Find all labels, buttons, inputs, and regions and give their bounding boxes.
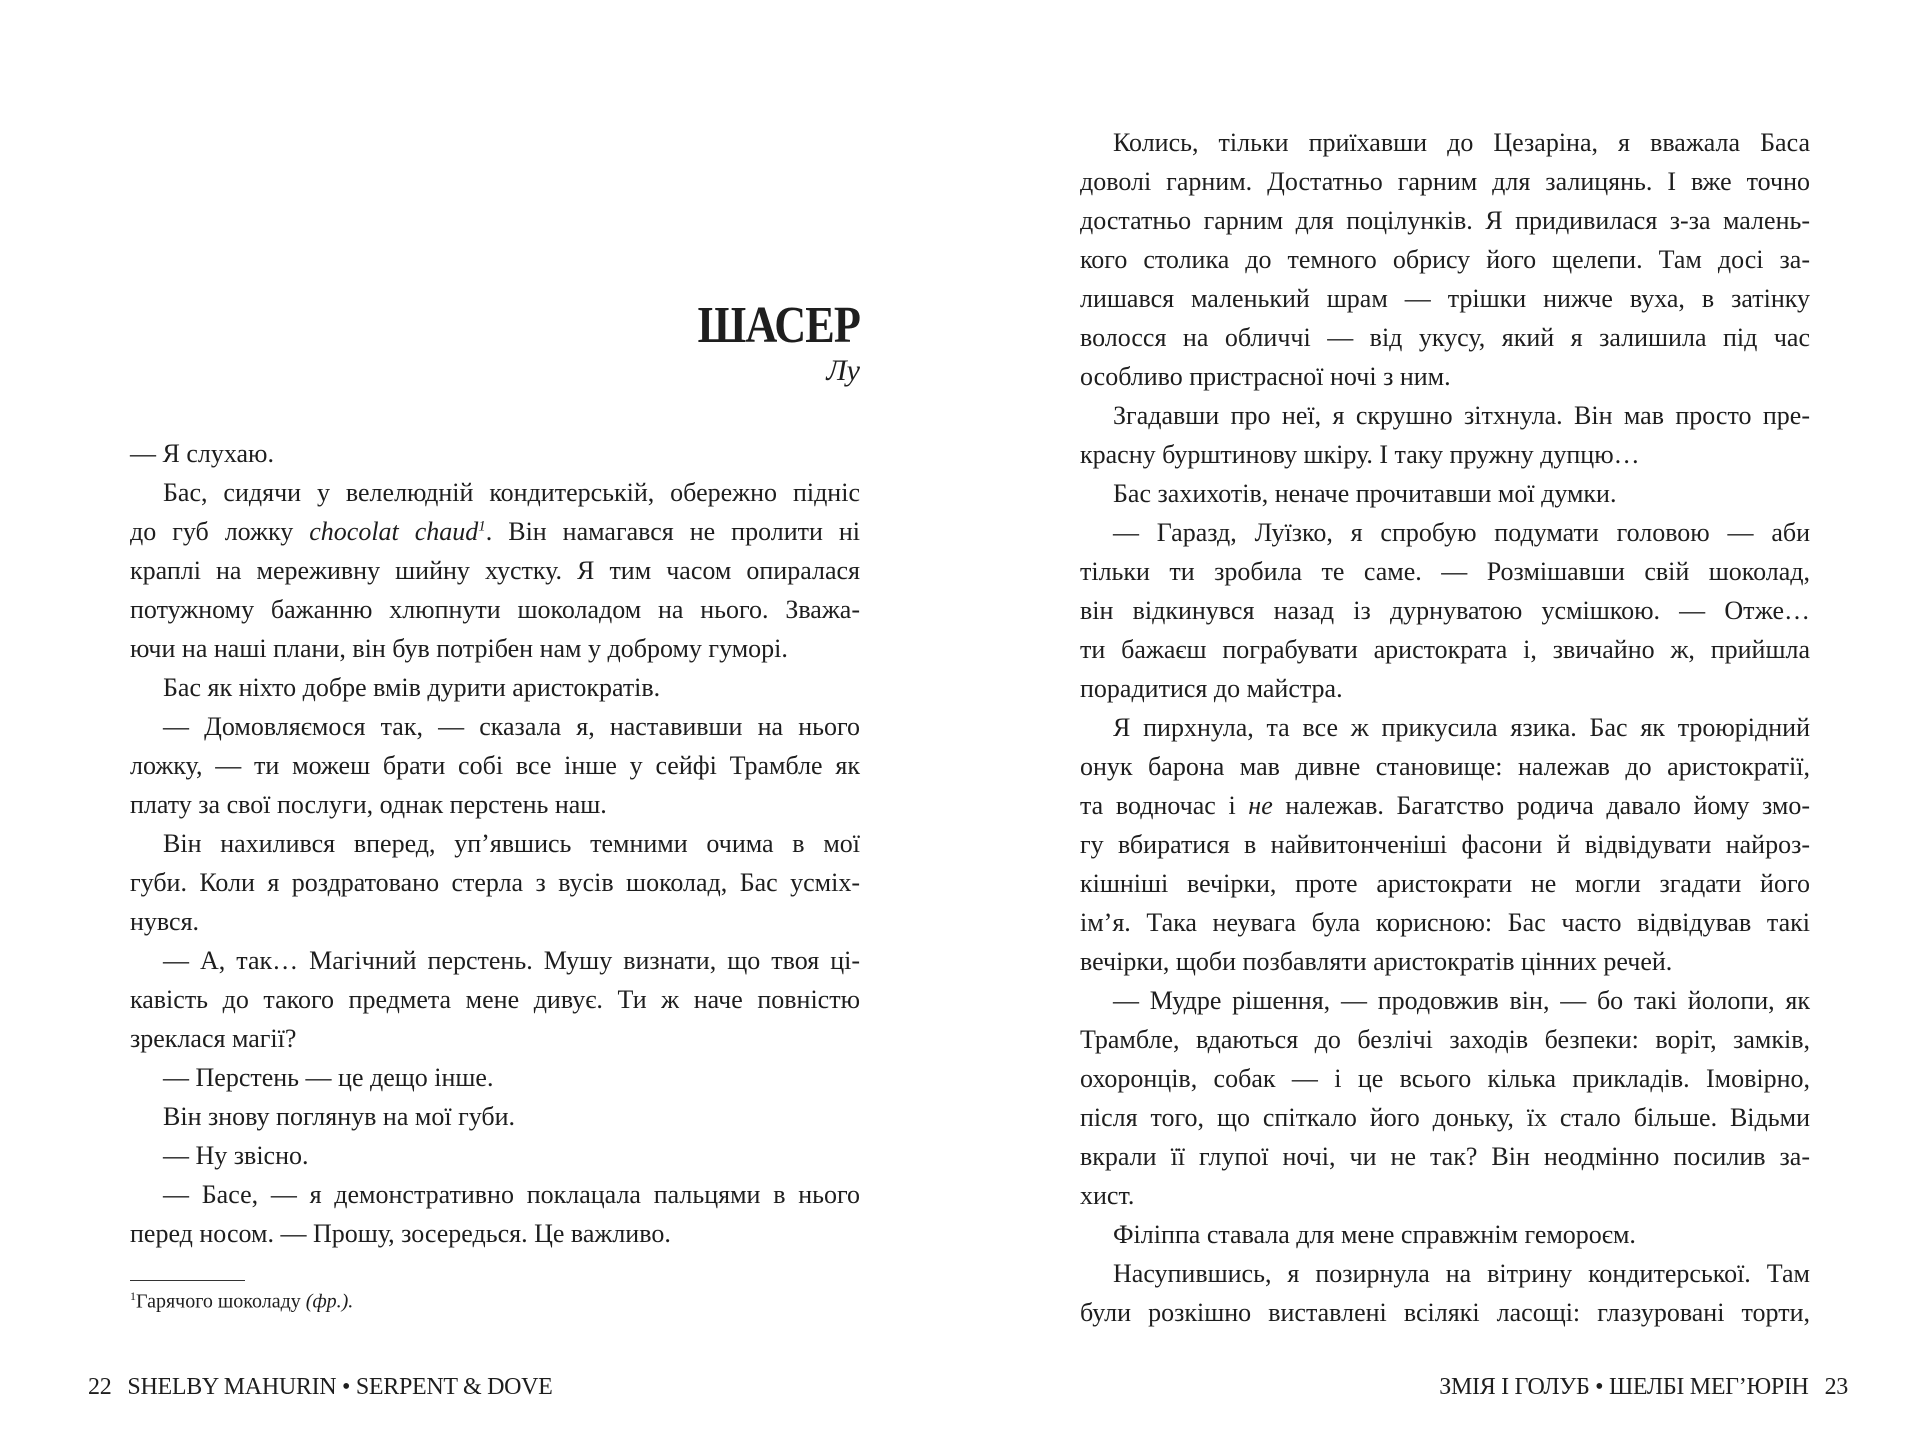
footnote-text: Гарячого шоколаду [136, 1290, 306, 1313]
text-line: тільки ти зробила те саме. — Розмішавши свій шоколад, [1080, 557, 1810, 586]
paragraph [130, 824, 860, 941]
text-line: плату за свої послуги, однак перстень наш. [130, 790, 607, 819]
text-line: красну бурштинову шкіру. І таку пружну дупцю… [1080, 440, 1640, 469]
text-line: краплі на мереживну шийну хустку. Я тим часом опиралася [130, 556, 860, 585]
text-line: Я пирхнула, та все ж прикусила язика. Бас як троюрідний [1113, 713, 1810, 742]
text-line: волосся на обличчі — від укусу, який я залишила під час [1080, 323, 1810, 352]
text-line: ложку, — ти можеш брати собі все інше у сейфі Трамбле як [130, 751, 860, 780]
paragraph [1080, 981, 1810, 1215]
text-line: достатньо гарним для поцілунків. Я придивилася з-за малень- [1080, 206, 1810, 235]
text-line [130, 512, 860, 551]
text-line: ти бажаєш пограбувати аристократа і, звичайно ж, прийшла [1080, 635, 1810, 664]
paragraph [130, 1058, 860, 1097]
text-line: — Перстень — це дещо інше. [163, 1063, 494, 1092]
text-line: — Ну звісно. [163, 1141, 309, 1170]
text-line: перед носом. — Прошу, зосередься. Це важливо. [130, 1219, 671, 1248]
text-line: губи. Коли я роздратовано стерла з вусів шоколад, Бас усміх- [130, 868, 860, 897]
paragraph [130, 1097, 860, 1136]
text-line: гу вбиратися в найвитонченіші фасони й відвідувати найроз- [1080, 830, 1810, 859]
text-line: він відкинувся назад із дурнуватою усмішкою. — Отже… [1080, 596, 1810, 625]
paragraph [130, 1175, 860, 1253]
text-line: — Мудре рішення, — продовжив він, — бо такі йолопи, як [1113, 986, 1810, 1015]
text-line: — А, так… Магічний перстень. Мушу визнати, що твоя ці- [163, 946, 860, 975]
text-line: порадитися до майстра. [1080, 674, 1343, 703]
text-line: кавість до такого предмета мене дивує. Ти ж наче повністю [130, 985, 860, 1014]
italic-text: chocolat chaud [309, 517, 479, 546]
right-footer [1423, 1374, 1848, 1401]
text-line: Філіппа ставала для мене справжнім гемороєм. [1113, 1220, 1636, 1249]
text-line: Колись, тільки приїхавши до Цезаріна, я вважала Баса [1113, 128, 1810, 157]
paragraph [1080, 396, 1810, 474]
paragraph [130, 941, 860, 1058]
paragraph [1080, 708, 1810, 981]
text-segment: належав. Багатство родича давало йому змо- [1272, 791, 1810, 820]
right-body-text [1080, 123, 1810, 1332]
text-line: хист. [1080, 1181, 1135, 1210]
text-line: доволі гарним. Достатньо гарним для залицянь. І вже точно [1080, 167, 1810, 196]
text-line: Насупившись, я позирнула на вітрину кондитерської. Там [1113, 1259, 1810, 1288]
text-line: охоронців, собак — і це всього кілька прикладів. Імовірно, [1080, 1064, 1810, 1093]
paragraph [1080, 123, 1810, 396]
footnote [130, 1289, 353, 1314]
running-head: SHELBY MAHURIN • SERPENT & DOVE [127, 1374, 553, 1400]
text-line: лишався маленький шрам — трішки нижче вуха, в затінку [1080, 284, 1810, 313]
text-line: Трамбле, вдаються до безлічі заходів безпеки: воріт, замків, [1080, 1025, 1810, 1054]
text-line: Він знову поглянув на мої губи. [163, 1102, 516, 1131]
text-line: особливо пристрасної ночі з ним. [1080, 362, 1451, 391]
paragraph [130, 668, 860, 707]
text-line: Він нахилився вперед, уп’явшись темними очима в мої [163, 829, 860, 858]
text-line: потужному бажанню хлюпнути шоколадом на нього. Зважа- [130, 595, 860, 624]
text-line: онук барона мав дивне становище: належав до аристократії, [1080, 752, 1810, 781]
text-segment: та водночас і [1080, 791, 1249, 820]
text-line: ючи на наші плани, він був потрібен нам у доброму гуморі. [130, 634, 788, 663]
text-line: були розкішно виставлені всілякі ласощі: глазуровані торти, [1080, 1298, 1810, 1327]
paragraph [1080, 1215, 1810, 1254]
text-line: Бас захихотів, неначе прочитавши мої думки. [1113, 479, 1617, 508]
paragraph [130, 434, 860, 473]
paragraph [1080, 513, 1810, 708]
text-line: кого столика до темного обрису його щелепи. Там досі за- [1080, 245, 1810, 274]
italic-text: не [1248, 791, 1273, 820]
running-head: ЗМІЯ І ГОЛУБ • ШЕЛБІ МЕГ’ЮРІН [1439, 1374, 1809, 1400]
left-body-text [130, 434, 860, 1253]
footnote-reference: 1 [478, 518, 486, 535]
text-line: після того, що спіткало його доньку, їх стало більше. Відьми [1080, 1103, 1810, 1132]
footnote-note: (фр.). [305, 1290, 354, 1313]
text-line: — Домовляємося так, — сказала я, наставивши на нього [163, 712, 860, 741]
left-footer [88, 1374, 569, 1401]
paragraph [1080, 474, 1810, 513]
footnote-mark: 1 [130, 1289, 136, 1303]
text-line: Бас, сидячи у велелюдній кондитерській, обережно підніс [163, 478, 860, 507]
page-number: 23 [1824, 1374, 1848, 1400]
paragraph [130, 473, 860, 668]
text-segment: . Він намагався не пролити ні [485, 517, 860, 546]
text-line: Бас як ніхто добре вмів дурити аристократів. [163, 673, 661, 702]
chapter-title: ШАСЕР [697, 297, 860, 354]
paragraph [130, 707, 860, 824]
text-line: — Басе, — я демонстративно поклацала пальцями в нього [163, 1180, 860, 1209]
text-line: ім’я. Така неувага була корисною: Бас часто відвідував такі [1080, 908, 1810, 937]
text-line: Згадавши про неї, я скрушно зітхнула. Він мав просто пре- [1113, 401, 1810, 430]
text-line: кішніші вечірки, проте аристократи не могли згадати його [1080, 869, 1810, 898]
paragraph [130, 1136, 860, 1175]
page-number: 22 [88, 1374, 112, 1400]
text-line [1080, 786, 1810, 825]
text-line: вкрали її глупої ночі, чи не так? Він неодмінно посилив за- [1080, 1142, 1810, 1171]
paragraph [1080, 1254, 1810, 1332]
text-segment: до губ ложку [130, 517, 310, 546]
chapter-subtitle: Лу [826, 354, 860, 387]
footnote-divider [130, 1280, 245, 1281]
text-line: — Я слухаю. [130, 439, 274, 468]
text-line: вечірки, щоби позбавляти аристократів цінних речей. [1080, 947, 1673, 976]
text-line: зреклася магії? [130, 1024, 297, 1053]
text-line: — Гаразд, Луїзко, я спробую подумати головою — аби [1113, 518, 1810, 547]
text-line: нувся. [130, 907, 200, 936]
